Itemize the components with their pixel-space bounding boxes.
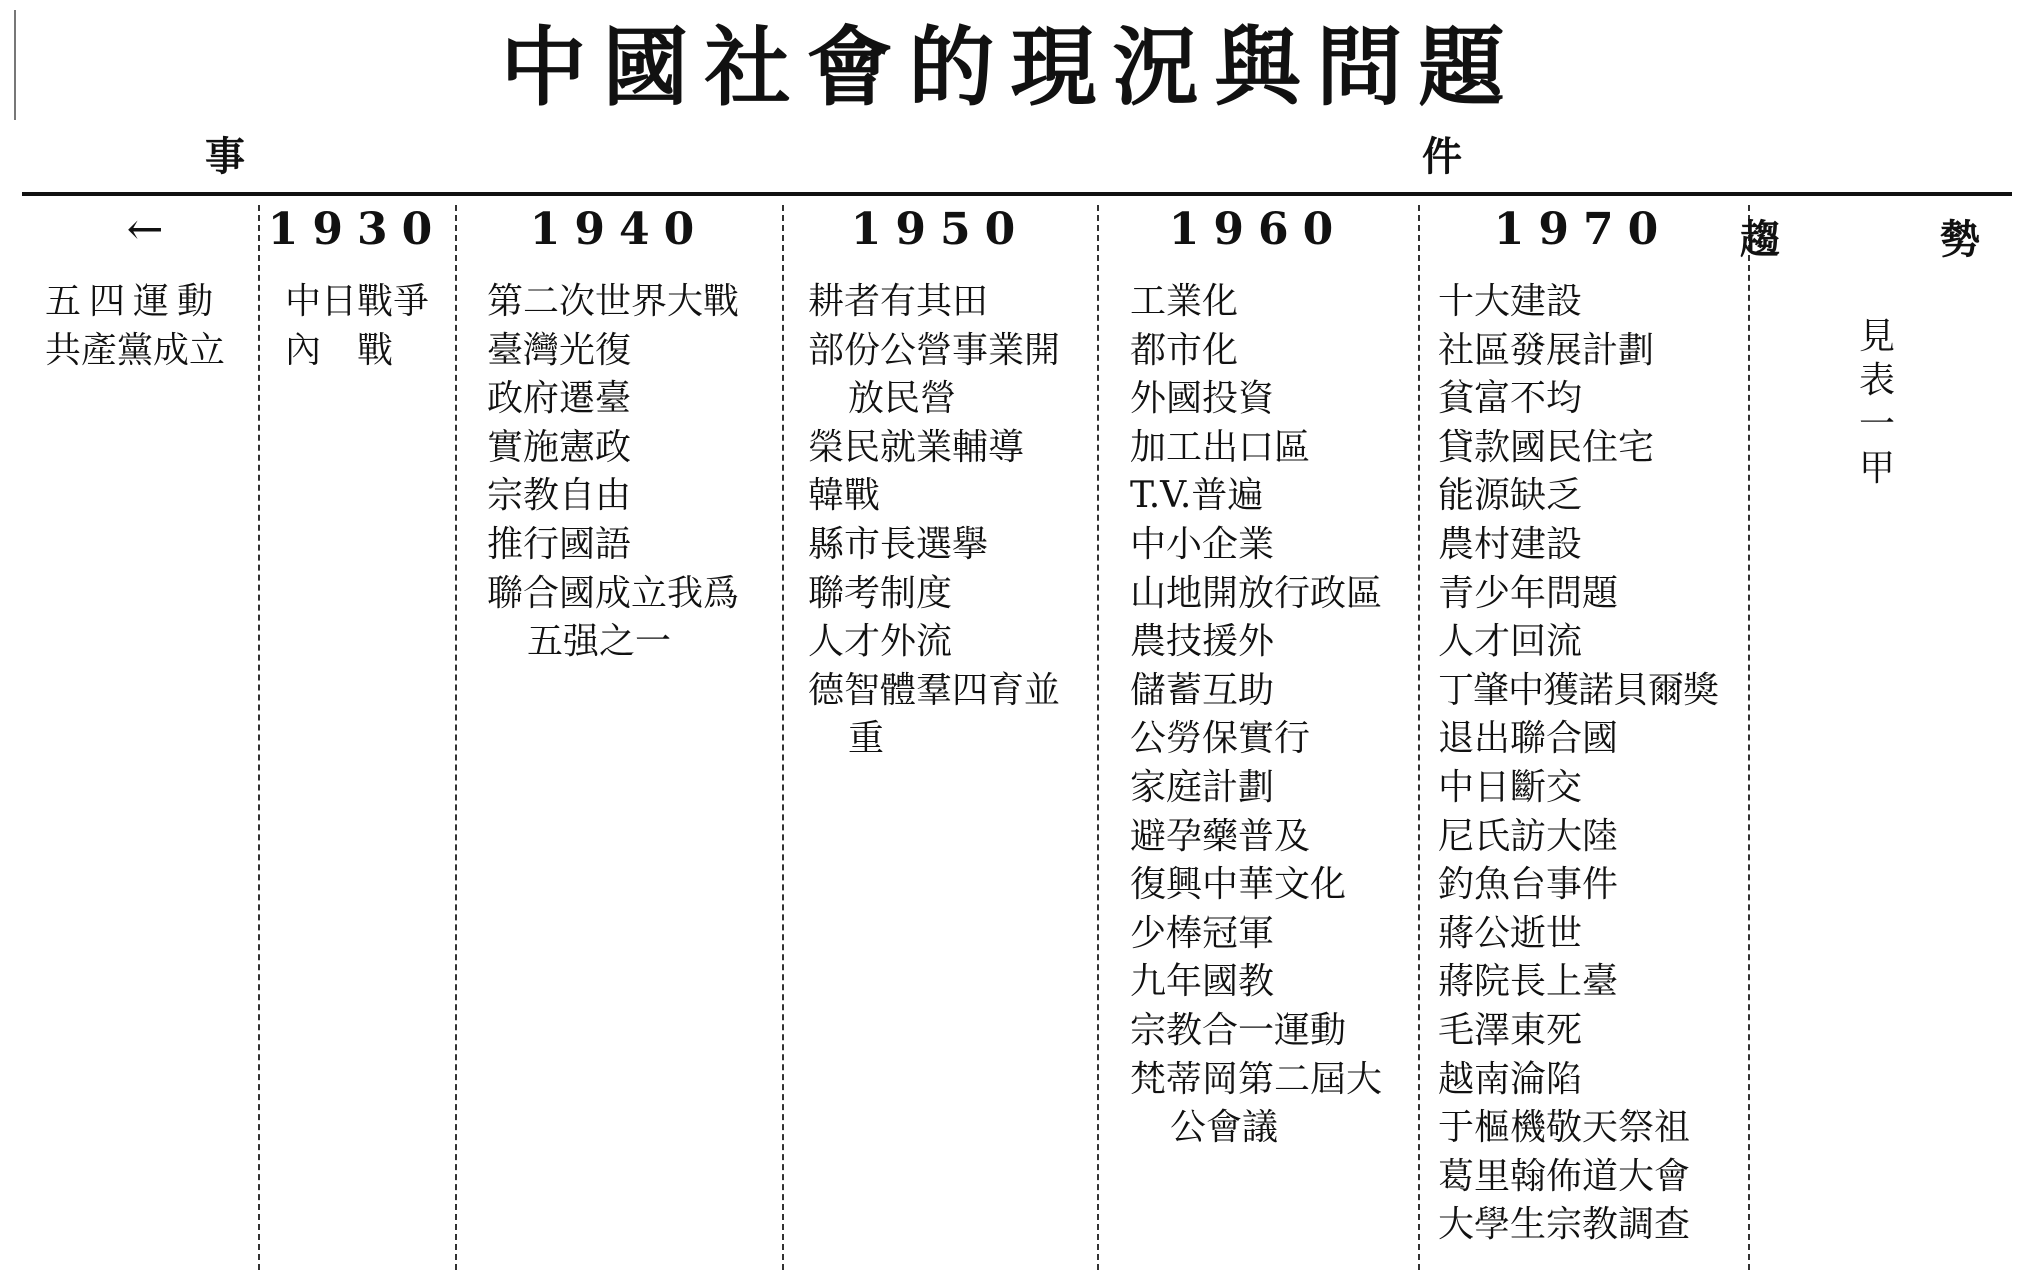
trend-header xyxy=(1740,208,1980,268)
event-item: 耕者有其田 xyxy=(808,281,989,322)
event-item: 貸款國民住宅 xyxy=(1438,426,1655,468)
event-item: 山地開放行政區 xyxy=(1130,572,1383,614)
event-item: 重 xyxy=(848,718,885,760)
trend-note-char: 見 xyxy=(1858,316,1895,357)
event-item: 青少年問題 xyxy=(1438,572,1619,614)
earlier-arrow: ← xyxy=(126,204,164,255)
event-item: 十大建設 xyxy=(1438,281,1583,322)
event-item: 貧富不均 xyxy=(1438,378,1583,420)
events-column-1960 xyxy=(1130,278,1382,1153)
events-header-left: 事 xyxy=(205,133,245,180)
event-item: T.V.普遍 xyxy=(1130,475,1264,517)
event-item: 放民營 xyxy=(848,378,957,420)
event-item: 五强之一 xyxy=(527,621,672,663)
event-item: 內 戰 xyxy=(285,329,394,371)
column-divider xyxy=(1418,205,1420,1270)
event-item: 聯合國成立我爲 xyxy=(487,572,740,614)
event-item: 都市化 xyxy=(1130,329,1239,371)
decade-1970: 1970 xyxy=(1493,204,1673,255)
event-item: 農村建設 xyxy=(1438,523,1583,565)
event-item: 避孕藥普及 xyxy=(1130,815,1311,857)
event-item: 部份公營事業開 xyxy=(808,329,1061,371)
event-item: 家庭計劃 xyxy=(1130,766,1275,808)
event-item: 宗教自由 xyxy=(487,475,632,517)
event-item: 大學生宗教調查 xyxy=(1438,1204,1691,1246)
event-item: 政府遷臺 xyxy=(487,378,632,420)
event-item: 外國投資 xyxy=(1130,378,1275,420)
event-item: 韓戰 xyxy=(808,475,881,517)
event-item: 公會議 xyxy=(1170,1107,1279,1149)
event-item: 聯考制度 xyxy=(808,572,953,614)
event-item: 公勞保實行 xyxy=(1130,718,1311,760)
event-item: 蔣院長上臺 xyxy=(1438,961,1619,1003)
trend-note-char: 表 xyxy=(1858,360,1895,401)
event-item: 葛里翰佈道大會 xyxy=(1438,1155,1691,1197)
events-column-1940 xyxy=(487,278,739,667)
trend-header-right: 勢 xyxy=(1940,216,1980,263)
decade-1930: 1930 xyxy=(267,204,447,255)
event-item: 蔣公逝世 xyxy=(1438,912,1583,954)
event-item: 復興中華文化 xyxy=(1130,864,1347,906)
event-item: 儲蓄互助 xyxy=(1130,669,1275,711)
event-item: 德智體羣四育並 xyxy=(808,669,1061,711)
event-item: 加工出口區 xyxy=(1130,426,1311,468)
column-divider xyxy=(1748,205,1750,1270)
event-item: 榮民就業輔導 xyxy=(808,426,1025,468)
event-item: 中小企業 xyxy=(1130,523,1275,565)
trend-header-left: 趨 xyxy=(1740,216,1780,263)
events-column-1930 xyxy=(285,278,429,375)
event-item: 能源缺乏 xyxy=(1438,475,1583,517)
decade-1960: 1960 xyxy=(1168,204,1348,255)
trend-note xyxy=(1852,315,1902,491)
event-item: 中日戰爭 xyxy=(285,281,430,322)
event-item: 九年國教 xyxy=(1130,961,1275,1003)
column-divider xyxy=(258,205,260,1270)
event-item: 退出聯合國 xyxy=(1438,718,1619,760)
decade-1950: 1950 xyxy=(850,204,1030,255)
trend-note-char: 甲 xyxy=(1858,448,1895,489)
event-item: 人才外流 xyxy=(808,621,953,663)
events-column-1950 xyxy=(808,278,1060,764)
events-column-1970 xyxy=(1438,278,1718,1250)
event-item: 尼氏訪大陸 xyxy=(1438,815,1619,857)
event-item: 農技援外 xyxy=(1130,621,1275,663)
event-item: 縣市長選擧 xyxy=(808,523,989,565)
header-rule xyxy=(22,192,2012,196)
trend-note-char: 一 xyxy=(1858,404,1895,445)
event-item: 宗教合一運動 xyxy=(1130,1009,1347,1051)
column-divider xyxy=(782,205,784,1270)
event-item: 越南淪陷 xyxy=(1438,1058,1583,1100)
column-divider xyxy=(455,205,457,1270)
event-item: 推行國語 xyxy=(487,523,632,565)
event-item: 五四運動 xyxy=(45,281,222,322)
event-item: 共產黨成立 xyxy=(45,329,226,371)
event-item: 臺灣光復 xyxy=(487,329,632,371)
event-item: 丁肇中獲諾貝爾獎 xyxy=(1438,669,1719,711)
event-item: 社區發展計劃 xyxy=(1438,329,1655,371)
event-item: 于樞機敬天祭祖 xyxy=(1438,1107,1691,1149)
event-item: 實施憲政 xyxy=(487,426,632,468)
event-item: 中日斷交 xyxy=(1438,766,1583,808)
event-item: 毛澤東死 xyxy=(1438,1009,1583,1051)
event-item: 人才回流 xyxy=(1438,621,1583,663)
decade-1940: 1940 xyxy=(529,204,709,255)
event-item: 第二次世界大戰 xyxy=(487,281,740,322)
column-divider xyxy=(1097,205,1099,1270)
event-item: 少棒冠軍 xyxy=(1130,912,1275,954)
events-header-right: 件 xyxy=(1422,133,1462,180)
page-title: 中國社會的現況與問題 xyxy=(500,17,1521,118)
events-column-pre-1930 xyxy=(45,278,225,375)
event-item: 工業化 xyxy=(1130,281,1239,322)
event-item: 釣魚台事件 xyxy=(1438,864,1619,906)
event-item: 梵蒂岡第二屆大 xyxy=(1130,1058,1383,1100)
